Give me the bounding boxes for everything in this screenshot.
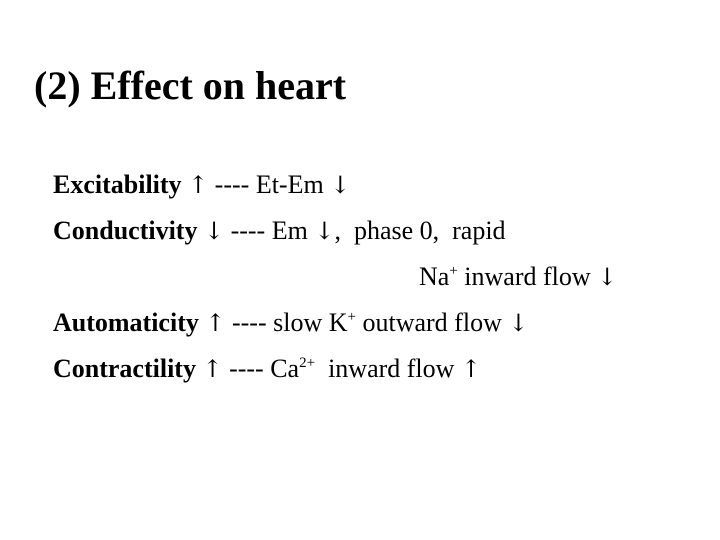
effect-text: Et-Em [255, 170, 324, 199]
ion-charge: 2+ [299, 355, 316, 371]
up-arrow-icon: ↑ [202, 355, 223, 383]
separator: ---- [222, 354, 271, 383]
separator: ---- [224, 216, 272, 245]
up-arrow-icon: ↑ [188, 171, 209, 199]
slide-body [53, 162, 713, 392]
line-conductivity-continuation [53, 254, 713, 300]
up-arrow-icon: ↑ [205, 309, 226, 337]
effect-text: Em [271, 216, 308, 245]
down-arrow-icon: ↓ [597, 263, 618, 291]
line-conductivity [53, 208, 713, 254]
separator: ---- [208, 170, 256, 199]
term-automaticity: Automaticity [53, 308, 199, 337]
ion-sodium: Na [419, 262, 450, 291]
term-excitability: Excitability [53, 170, 182, 199]
down-arrow-icon: ↓ [330, 171, 351, 199]
down-arrow-icon: ↓ [203, 217, 225, 245]
effect-text: outward flow [355, 308, 502, 337]
ion-charge: + [347, 309, 356, 325]
ion-calcium: Ca [270, 354, 300, 383]
slide-title: (2) Effect on heart [34, 63, 347, 108]
ion-potassium: K [328, 308, 348, 337]
up-arrow-icon: ↑ [460, 355, 482, 383]
down-arrow-icon: ↓ [508, 309, 529, 337]
line-excitability [53, 162, 713, 208]
term-contractility: Contractility [53, 354, 196, 383]
line-contractility [53, 346, 713, 392]
ion-charge: + [449, 263, 458, 279]
term-conductivity: Conductivity [53, 216, 198, 245]
separator: ---- [225, 308, 274, 337]
continuation-text: inward flow [457, 262, 591, 291]
line-automaticity [53, 300, 713, 346]
effect-text: inward flow [315, 354, 455, 383]
down-arrow-icon: ↓ [314, 217, 335, 245]
effect-prefix: slow [273, 308, 329, 337]
effect-tail: , phase 0, rapid [334, 216, 506, 245]
